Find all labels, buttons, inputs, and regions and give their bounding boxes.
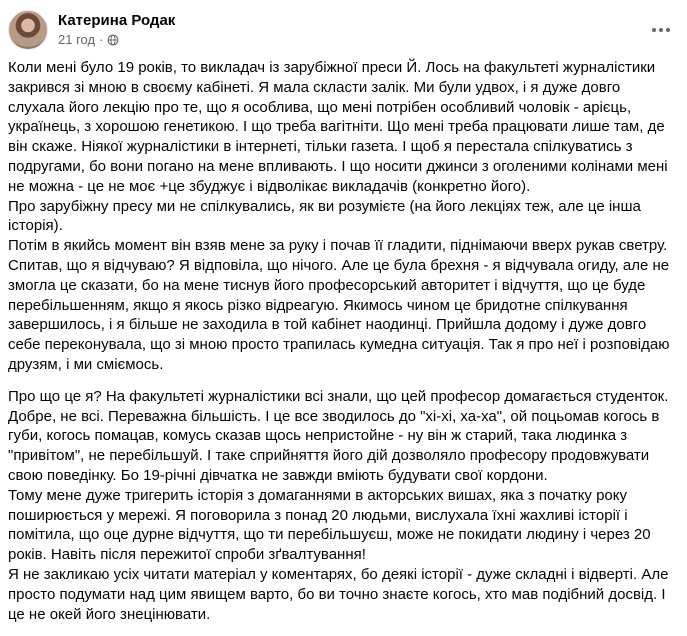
text-line: Про зарубіжну пресу ми не спілкувались, як ви розумієте (на його лекціях теж, але це інша історія). (8, 197, 641, 235)
globe-icon[interactable] (107, 34, 119, 46)
text-line: Я не закликаю усіх читати матеріал у коментарях, бо деякі історії - дуже складні і відверті. Але просто подумати над цим явищем варто, бо ви точно знаєте когось, хто мав подібний досвід. І це не окей його знецінювати. (8, 565, 669, 623)
text-line: Коли мені було 19 років, то викладач із зарубіжної преси Й. Лось на факультеті журналістики закрився зі мною в своєму кабінеті. Я мала скласти залік. Ми були удвох, і я дуже довго слухала його лекцію про те, що я особлива, що мені потрібен особливий чоловік - арієць, українець, з хорошою генетикою. І що треба вагітніти. Що мені треба працювати лише там, де він скаже. Ніякої журналістики в інтернеті, тільки газета. І щоб я перестала спілкуватись з подругами, бо вони погано на мене впливають. І що носити джинси з оголеними колінами мені не можна - це не моє +це збуджує і відволікає викладачів (конкретно його). (8, 59, 668, 195)
text-line: Потім в якийсь момент він взяв мене за руку і почав її гладити, піднімаючи вверх рукав светру. Спитав, що я відчуваю? Я відповіла, що нічого. Але це була брехня - я відчувала огиду, але не змогла це сказати, бо на мене тиснув його професорський авторитет і відчуття, що це буде перебільшенням, якщо я якось різко відреагую. Якимось чином це бридотне спілкування завершилось, і я більше не заходила в той кабінет наодинці. Прийшла додому і дуже довго себе переконувала, що зі мною просто трапилась кумедна ситуація. Так я про неї і розповідаю друзям, і ми сміємось. (8, 237, 670, 373)
meta-separator: · (99, 32, 104, 47)
more-options-button[interactable] (645, 14, 677, 46)
paragraph-1 (8, 58, 680, 375)
post-meta (58, 32, 119, 47)
post-time[interactable]: 21 год (58, 32, 96, 47)
post-header (8, 8, 679, 52)
text-line: Про що це я? На факультеті журналістики всі знали, що цей професор домагається студенток. Добре, не всі. Переважна більшість. І це все зводилось до "хі-хі, ха-ха", ой поцьомав когось в губи, когось помацав, комусь сказав щось непристойне - ну він ж старий, така людинка з "привітом", не перебільшуй. І таке сприйняття його дій дозволяло професору продовжувати свою поведінку. Бо 19-річні дівчатка не завжди вміють будувати свої кордони. (8, 387, 669, 484)
avatar[interactable] (8, 10, 48, 50)
paragraph-2 (8, 387, 680, 625)
post-text (8, 58, 680, 636)
text-line: Тому мене дуже тригерить історія з домаганнями в акторських вишах, яка з початку року поширюється у мережі. Я поговорила з понад 20 людьми, вислухала їхні жахливі історії і помітила, що оце дурне відчуття, що ти перебільшуєш, може не покидати людину і через 20 років. Навіть після пережитої спроби зґвалтування! (8, 486, 651, 564)
more-horizontal-icon (651, 27, 671, 33)
author-name[interactable]: Катерина Родак (58, 12, 176, 29)
